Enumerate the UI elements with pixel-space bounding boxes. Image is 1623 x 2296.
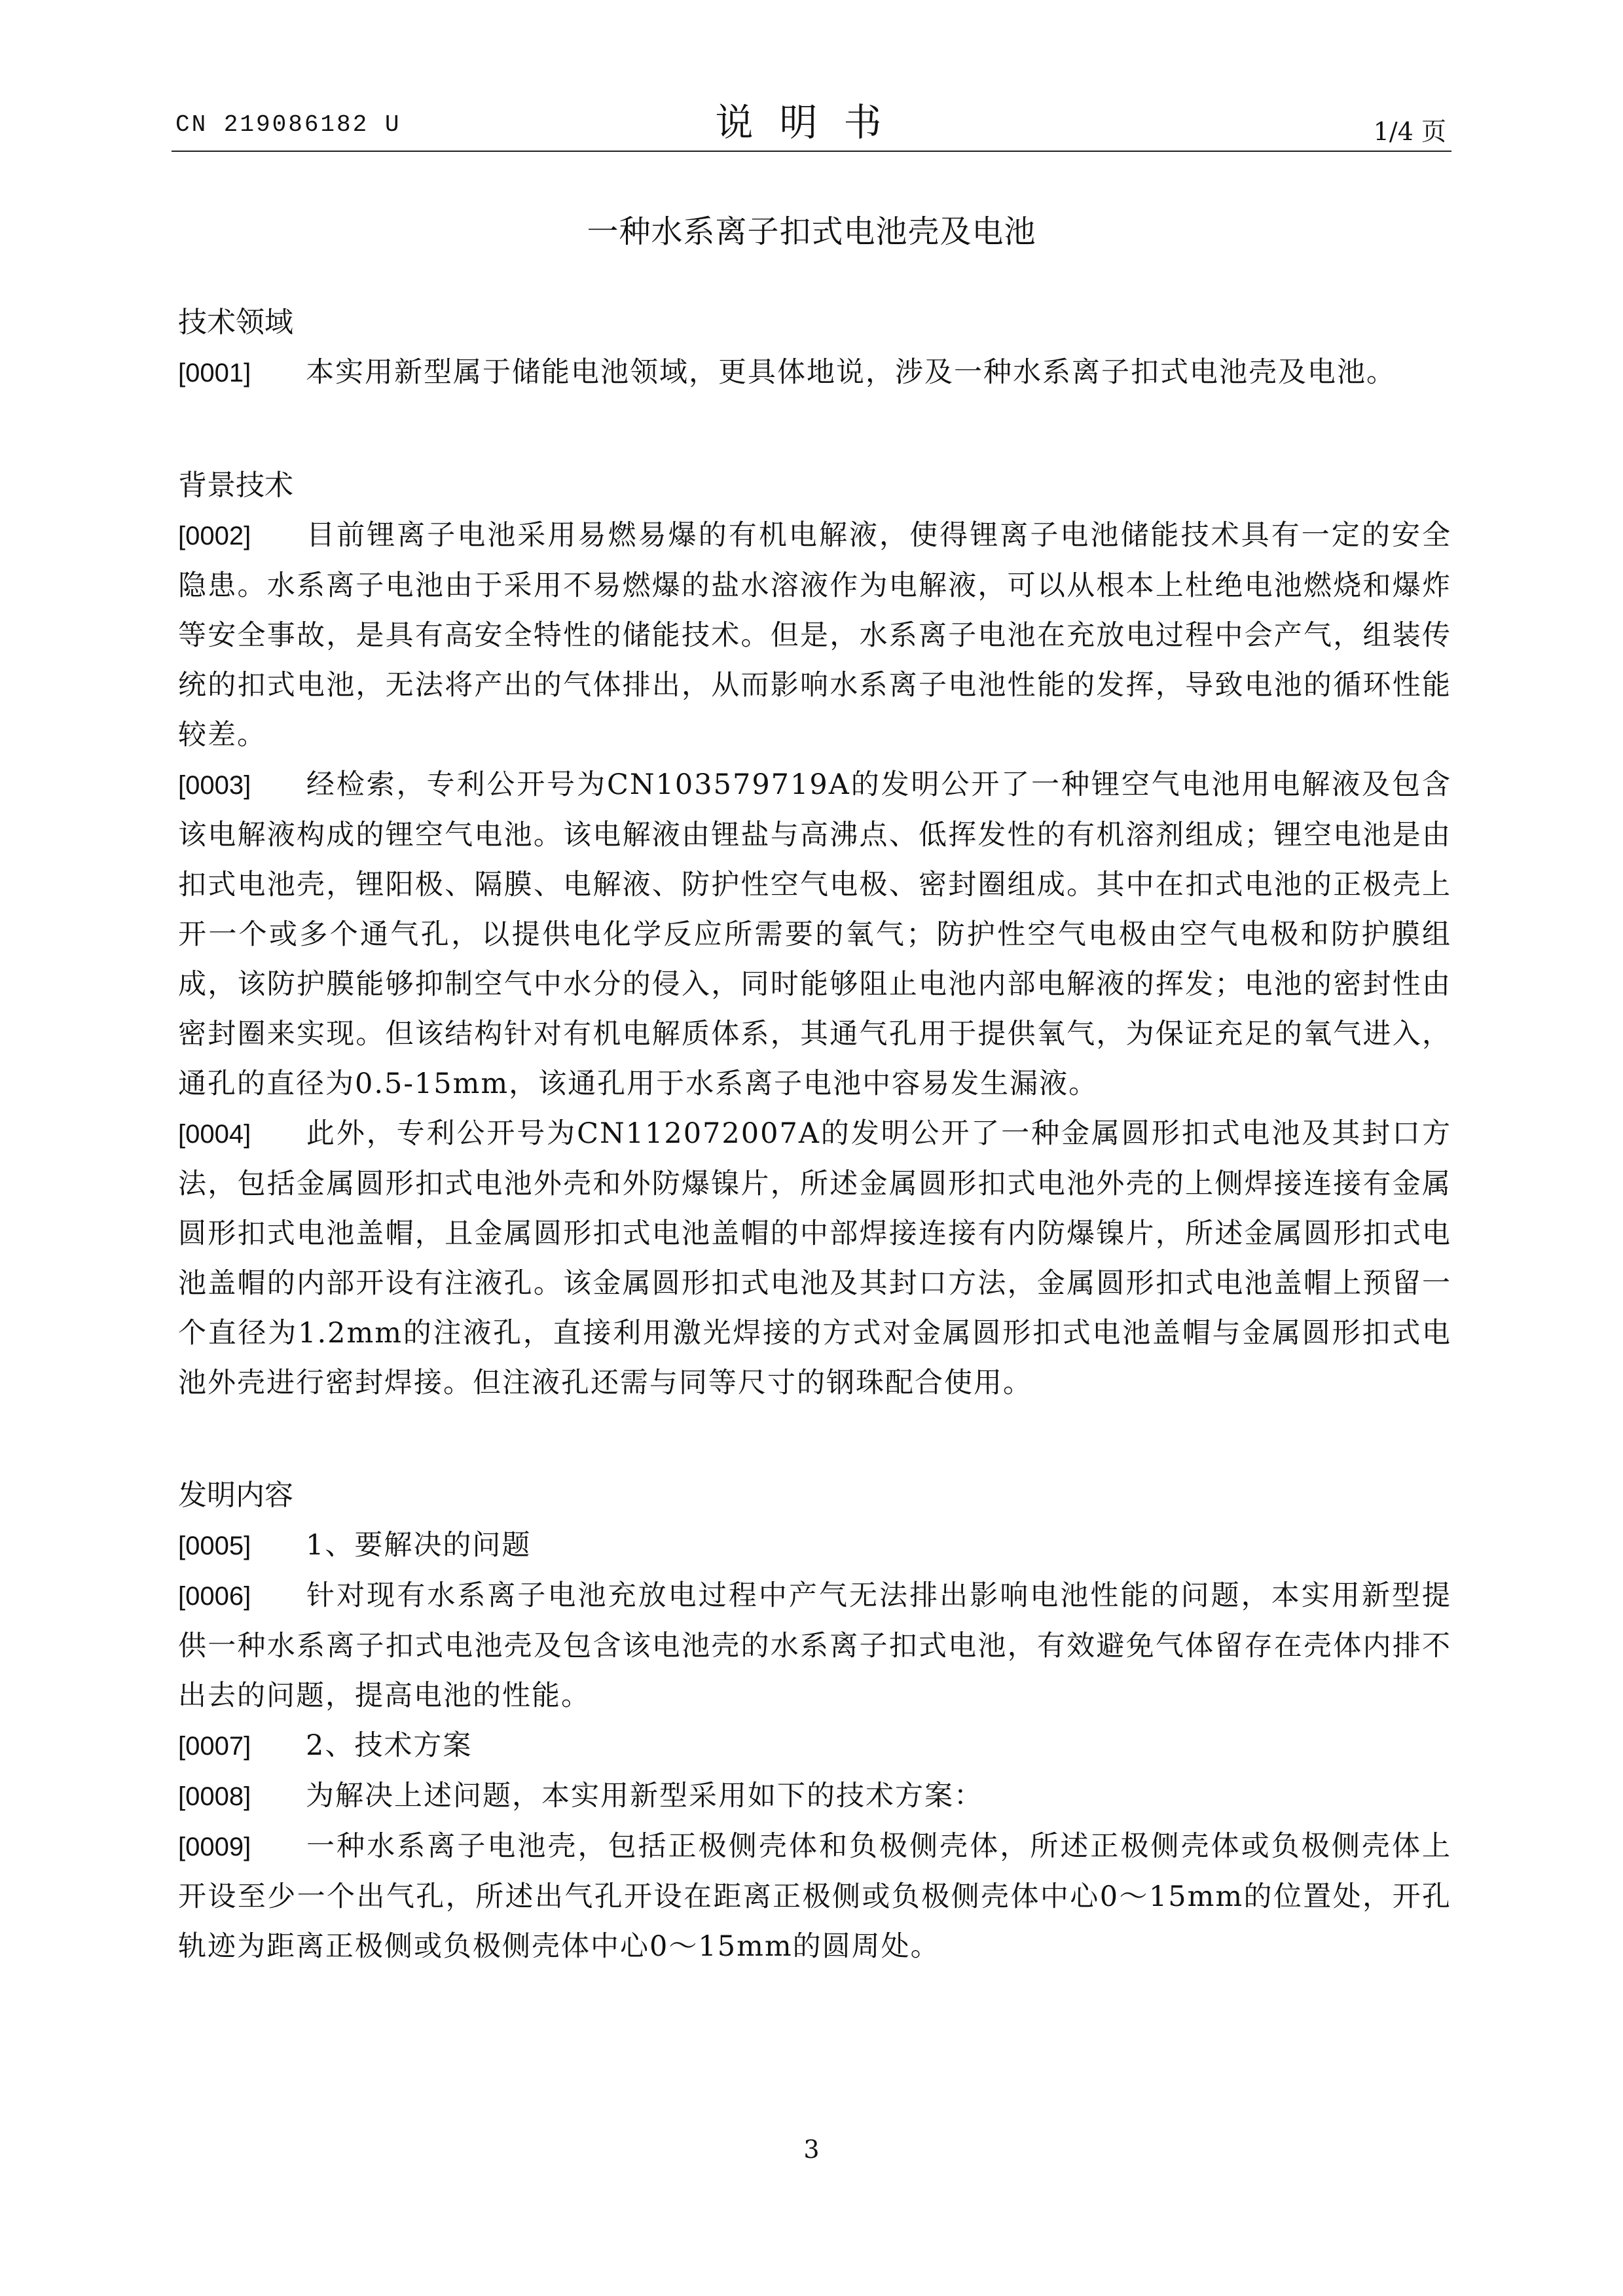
paragraph [178,1520,1451,1571]
paragraph-number: [0003] [178,771,251,800]
section-heading: 发明内容 [178,1479,293,1512]
paragraph-number: [0004] [178,1120,251,1149]
paragraph [178,1771,1451,1821]
paragraph-number: [0001] [178,359,251,387]
paragraph-text: 针对现有水系离子电池充放电过程中产气无法排出影响电池性能的问题，本实用新型提供一种水系离子扣式电池壳及包含该电池壳的水系离子扣式电池，有效避免气体留存在壳体内排不出去的问题，提高电池的性能。 [178,1579,1451,1712]
section-heading: 技术领域 [178,306,293,339]
header-divider [172,151,1451,152]
page-info: 1/4 页 [1373,117,1446,146]
description-body [178,298,1451,1971]
publication-number: CN 219086182 U [175,111,401,138]
paragraph-number: [0006] [178,1582,251,1611]
paragraph [178,1721,1451,1771]
paragraph [178,1821,1451,1971]
paragraph-text: 此外，专利公开号为CN112072007A的发明公开了一种金属圆形扣式电池及其封口方法，包括金属圆形扣式电池外壳和外防爆镍片，所述金属圆形扣式电池外壳的上侧焊接连接有金属圆形扣式电池盖帽，且金属圆形扣式电池盖帽的中部焊接连接有内防爆镍片，所述金属圆形扣式电池盖帽的内部开设有注液孔。该金属圆形扣式电池及其封口方法，金属圆形扣式电池盖帽上预留一个直径为1.2mm的注液孔，直接利用激光焊接的方式对金属圆形扣式电池盖帽与金属圆形扣式电池外壳进行密封焊接。但注液孔还需与同等尺寸的钢珠配合使用。 [178,1117,1451,1399]
paragraph-text: 一种水系离子电池壳，包括正极侧壳体和负极侧壳体，所述正极侧壳体或负极侧壳体上开设至少一个出气孔，所述出气孔开设在距离正极侧或负极侧壳体中心0～15mm的位置处，开孔轨迹为距离正极侧或负极侧壳体中心0～15mm的圆周处。 [178,1830,1451,1963]
paragraph [178,511,1451,760]
paragraph [178,760,1451,1109]
paragraph [178,1109,1451,1408]
paragraph-text: 目前锂离子电池采用易燃易爆的有机电解液，使得锂离子电池储能技术具有一定的安全隐患。水系离子电池由于采用不易燃爆的盐水溶液作为电解液，可以从根本上杜绝电池燃烧和爆炸等安全事故，是具有高安全特性的储能技术。但是，水系离子电池在充放电过程中会产气，组装传统的扣式电池，无法将产出的气体排出，从而影响水系离子电池性能的发挥，导致电池的循环性能较差。 [178,519,1451,751]
paragraph-number: [0009] [178,1833,251,1861]
paragraph-number: [0005] [178,1532,251,1560]
paragraph-text: 2、技术方案 [306,1729,473,1762]
paragraph-text: 经检索，专利公开号为CN103579719A的发明公开了一种锂空气电池用电解液及包含该电解液构成的锂空气电池。该电解液由锂盐与高沸点、低挥发性的有机溶剂组成；锂空电池是由扣式电池壳，锂阳极、隔膜、电解液、防护性空气电极、密封圈组成。其中在扣式电池的正极壳上开一个或多个通气孔，以提供电化学反应所需要的氧气；防护性空气电极由空气电极和防护膜组成，该防护膜能够抑制空气中水分的侵入，同时能够阻止电池内部电解液的挥发；电池的密封性由密封圈来实现。但该结构针对有机电解质体系，其通气孔用于提供氧气，为保证充足的氧气进入，通孔的直径为0.5-15mm，该通孔用于水系离子电池中容易发生漏液。 [178,768,1451,1100]
paragraph [178,348,1451,398]
section-heading: 背景技术 [178,469,293,502]
page-number: 3 [803,2135,820,2164]
paragraph-text: 为解决上述问题，本实用新型采用如下的技术方案： [306,1780,983,1812]
paragraph-text: 本实用新型属于储能电池领域，更具体地说，涉及一种水系离子扣式电池壳及电池。 [306,356,1396,389]
paragraph-number: [0002] [178,522,251,550]
paragraph-number: [0008] [178,1782,251,1811]
paragraph-text: 1、要解决的问题 [306,1529,532,1562]
paragraph [178,1571,1451,1721]
invention-title: 一种水系离子扣式电池壳及电池 [587,213,1036,250]
document-type-title: 说明书 [715,100,908,145]
paragraph-number: [0007] [178,1732,251,1761]
